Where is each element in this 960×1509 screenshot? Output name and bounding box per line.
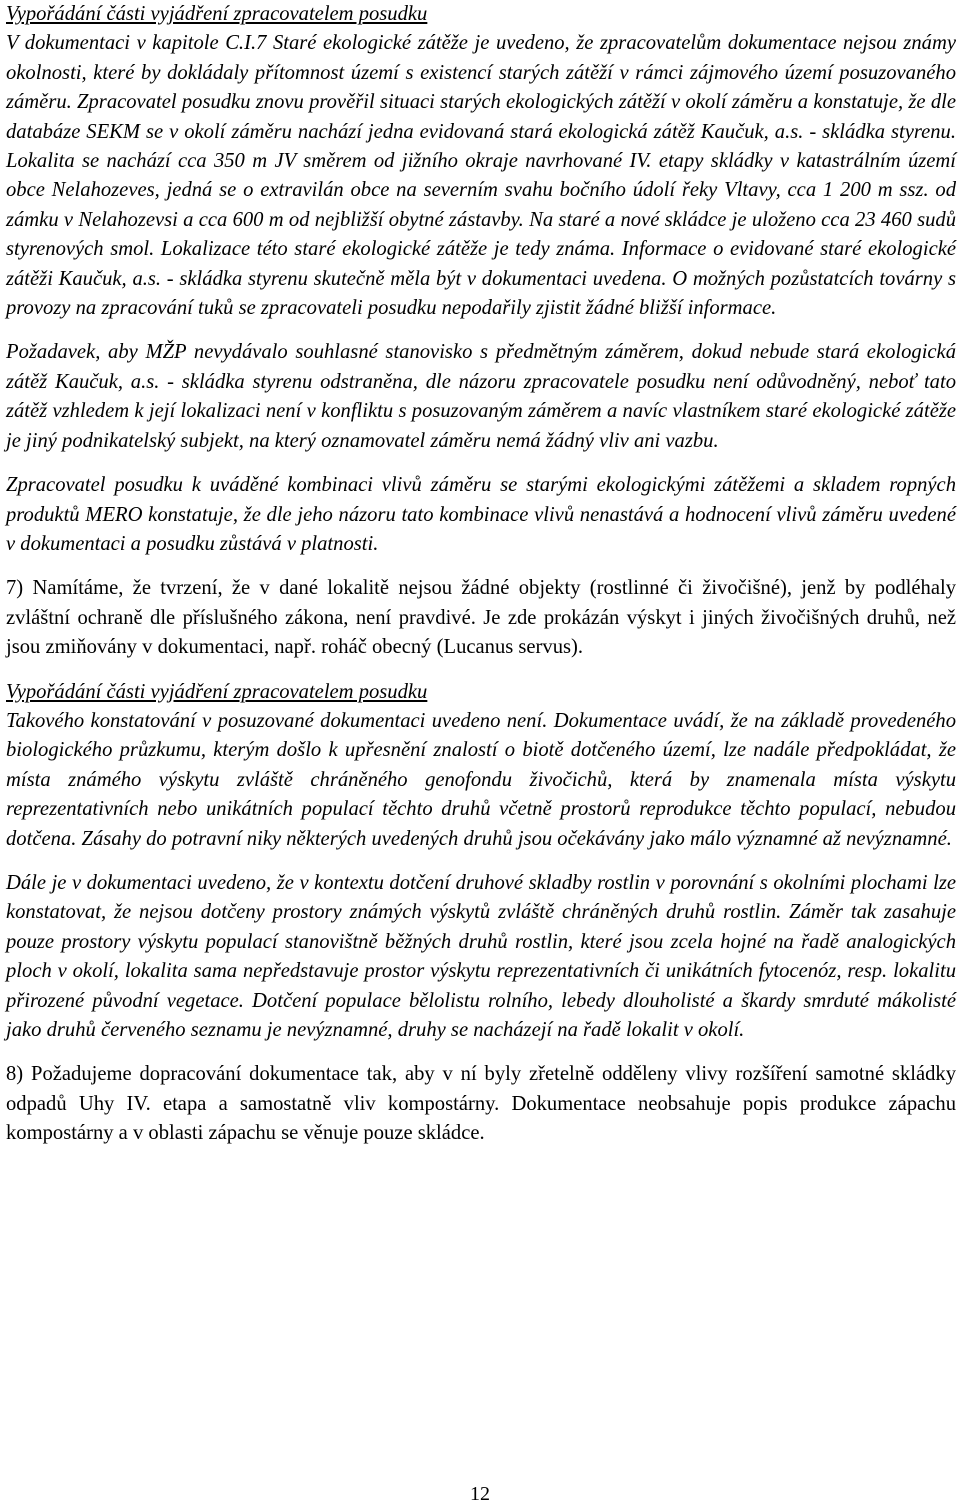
document-page: [6, 0, 956, 1149]
paragraph: Dále je v dokumentaci uvedeno, že v kontextu dotčení druhové skladby rostlin v porovnání s okolními plochami lze konstatovat, že nejsou dotčeny prostory známých výskytů zvláště chráněných druhů rostlin. Záměr tak zasahuje pouze prostory výskytu populací stanovištně běžných druhů rostlin, které jsou zcela hojné na řadě analogických ploch v okolí, lokalita sama nepředstavuje prostor výskytu reprezentativních či unikátních fytocenóz, resp. lokalitu přirozené původní vegetace. Dotčení populace bělolistu rolního, lebedy dlouholisté a škardy smrduté mákolisté jako druhů červeného seznamu je nevýznamné, druhy se nacházejí na řadě lokalit v okolí.: [6, 871, 956, 1041]
paragraph: V dokumentaci v kapitole C.I.7 Staré ekologické zátěže je uvedeno, že zpracovatelům dokumentace nejsou známy okolnosti, které by dokládaly přítomnost území s existencí starých zátěží v rámci zájmového území posuzovaného záměru. Zpracovatel posudku znovu prověřil situaci starých ekologických zátěží v okolí záměru a konstatuje, že dle databáze SEKM se v okolí záměru nachází jedna evidovaná stará ekologická zátěž Kaučuk, a.s. - skládka styrenu. Lokalita se nachází cca 350 m JV směrem od jižního okraje navrhované IV. etapy skládky v katastrálním území obce Nelahozeves, jedná se o extravilán obce na severním svahu bočního údolí řeky Vltavy, cca 1 200 m ssz. od zámku v Nelahozevsi a cca 600 m od nejbližší obytné zástavby. Na staré a nové skládce je uloženo cca 23 460 sudů styrenových smol. Lokalizace této staré ekologické zátěže je tedy známa. Informace o evidované staré ekologické zátěži Kaučuk, a.s. - skládka styrenu skutečně měla být v dokumentaci uvedena. O možných pozůstatcích továrny s provozy na zpracování tuků se zpracovateli posudku nepodařily zjistit žádné bližší informace.: [6, 32, 956, 320]
objection-paragraph: 8) Požadujeme dopracování dokumentace tak, aby v ní byly zřetelně odděleny vlivy rozšíření samotné skládky odpadů Uhy IV. etapa a samostatně vliv kompostárny. Dokumentace neobsahuje popis produkce zápachu kompostárny a v oblasti zápachu se věnuje pouze skládce.: [6, 1063, 956, 1145]
objection-paragraph: 7) Namítáme, že tvrzení, že v dané lokalitě nejsou žádné objekty (rostlinné či živočišné), jenž by podléhaly zvláštní ochraně dle příslušného zákona, není pravdivé. Je zde prokázán výskyt i jiných živočišných druhů, než jsou zmiňovány v dokumentaci, např. roháč obecný (Lucanus servus).: [6, 577, 956, 659]
paragraph: Zpracovatel posudku k uváděné kombinaci vlivů záměru se starými ekologickými zátěžemi a skladem ropných produktů MERO konstatuje, že dle jeho názoru tato kombinace vlivů nenastává a hodnocení vlivů záměru uvedené v dokumentaci a posudku zůstává v platnosti.: [6, 474, 956, 555]
section-heading: Vypořádání části vyjádření zpracovatelem posudku: [6, 680, 428, 703]
section-heading: Vypořádání části vyjádření zpracovatelem posudku: [6, 3, 428, 25]
paragraph: Takového konstatování v posuzované dokumentaci uvedeno není. Dokumentace uvádí, že na základě provedeného biologického průzkumu, kterým došlo k upřesnění znalostí o biotě dotčeného území, lze nadále předpokládat, že místa známého výskytu zvláště chráněného genofondu živočichů, která by znamenala místa výskytu reprezentativních nebo unikátních populací těchto druhů včetně prostorů reprodukce těchto populací, nebudou dotčena. Zásahy do potravní niky některých uvedených druhů jsou očekávány jako málo významné až nevýznamné.: [6, 709, 956, 850]
document-body: [6, 0, 956, 1149]
page-number: 12: [470, 1483, 490, 1505]
paragraph: Požadavek, aby MŽP nevydávalo souhlasné stanovisko s předmětným záměrem, dokud nebude stará ekologická zátěž Kaučuk, a.s. - skládka styrenu odstraněna, dle názoru zpracovatele posudku není odůvodněný, neboť tato zátěž vzhledem k její lokalizaci není v konfliktu s posuzovaným záměrem a navíc vlastníkem staré ekologické zátěže je jiný podnikatelský subjekt, na který oznamovatel záměru nemá žádný vliv ani vazbu.: [6, 341, 956, 452]
